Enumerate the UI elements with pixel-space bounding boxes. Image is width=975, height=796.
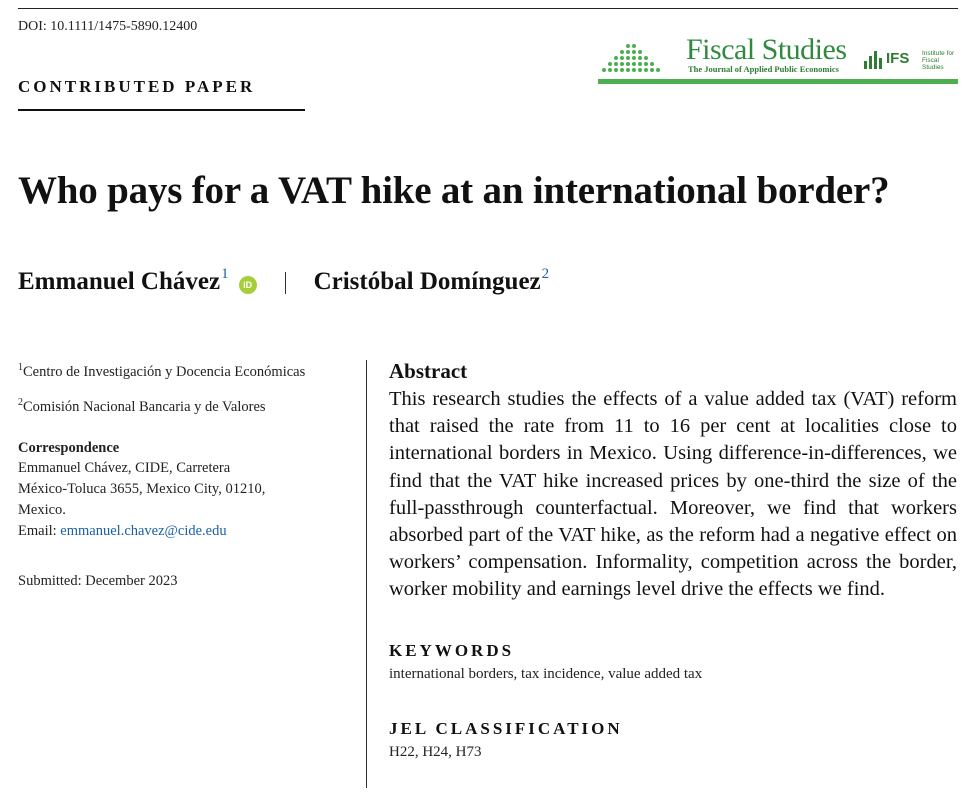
affiliation-text: Centro de Investigación y Docencia Económicas [23,363,306,380]
author-separator [285,272,286,294]
affiliation [18,393,353,417]
journal-logo[interactable] [598,34,958,88]
main-column [389,358,957,762]
affiliation-ref[interactable]: 1 [221,266,229,282]
affiliation-number: 1 [18,362,23,373]
keywords-heading: KEYWORDS [389,640,515,660]
correspondence-line: Mexico. [18,501,66,518]
submitted-date: Submitted: December 2023 [18,572,178,589]
ifs-abbr: IFS [886,50,910,67]
email-label: Email: [18,522,61,539]
journal-name: Fiscal Studies [686,33,847,66]
author-name[interactable]: Emmanuel Chávez [18,268,221,295]
doi-line[interactable]: DOI: 10.1111/1475-5890.12400 [18,19,198,34]
affiliation-ref[interactable]: 2 [541,266,550,282]
email-link[interactable]: emmanuel.chavez@cide.edu [60,522,227,539]
correspondence-heading: Correspondence [18,439,120,456]
section-label: CONTRIBUTED PAPER [18,77,256,96]
orcid-icon[interactable]: iD [239,276,257,294]
journal-subtitle: The Journal of Applied Public Economics [688,64,839,74]
jel-heading: JEL CLASSIFICATION [389,718,623,738]
top-rule [18,8,958,9]
author-list [18,268,549,296]
author-name[interactable]: Cristóbal Domínguez [313,268,541,295]
keywords-text: international borders, tax incidence, value added tax [389,665,703,682]
ifs-logo [862,46,958,72]
section-underline [18,109,305,111]
correspondence-line: Emmanuel Chávez, CIDE, Carretera [18,459,231,476]
abstract-heading: Abstract [389,359,468,383]
column-divider [366,360,367,788]
affiliation-number: 2 [18,396,23,408]
paper-title: Who pays for a VAT hike at an international border? [18,169,890,212]
bar-chart-icon [864,49,884,69]
abstract-body: This research studies the effects of a value added tax (VAT) reform that raised the rate from 11 to 16 per cent at localities close to international borders in Mexico. Using difference-in-differences, we find that the VAT hike increased prices by one-third the size of the full-passthrough counterfactual. Moreover, we find that workers absorbed part of the VAT hike, as the reform had a negative effect on workers’ compensation. Informality, competition across the border, worker mobility and earnings level drive the effects we find. [389,388,957,601]
dots-logo-icon [602,42,664,74]
ifs-full-name: Institute for Fiscal Studies [922,50,955,71]
jel-codes: H22, H24, H73 [389,743,482,760]
email-line [18,521,353,542]
correspondence-line: México-Toluca 3655, Mexico City, 01210, [18,480,266,497]
affiliation-text: Comisión Nacional Bancaria y de Valores [23,398,266,415]
sidebar-column [18,358,353,591]
affiliation [18,358,353,382]
journal-bar [598,79,958,84]
